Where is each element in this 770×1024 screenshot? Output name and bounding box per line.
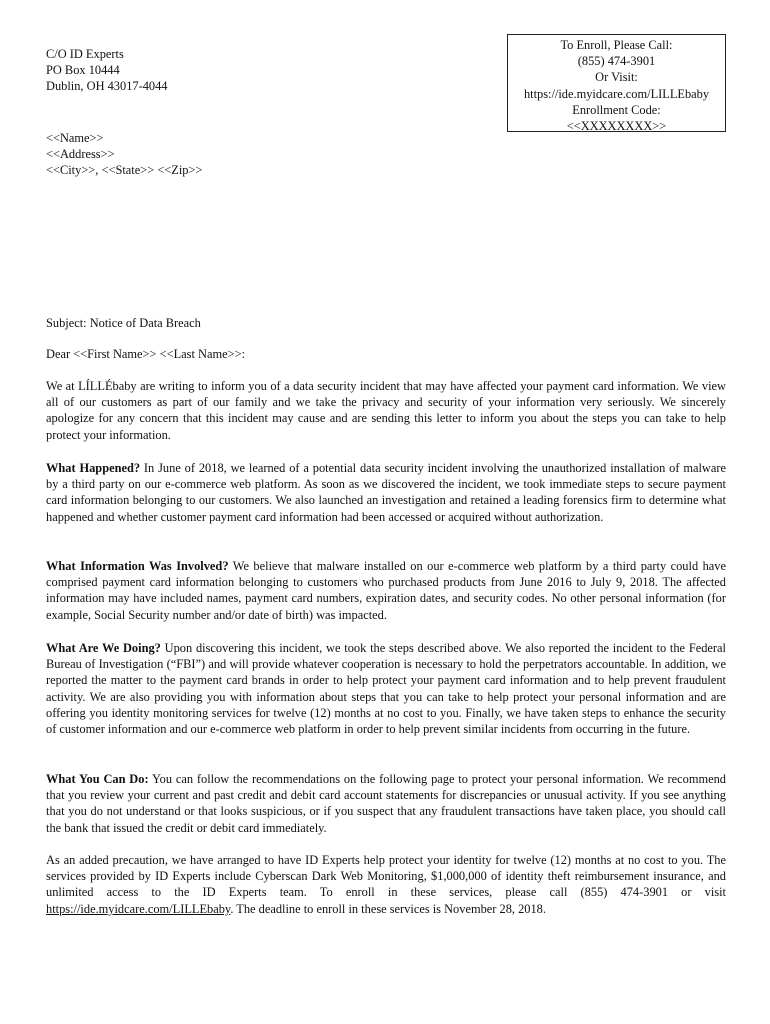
precaution-section (46, 852, 726, 917)
recipient-address (46, 130, 346, 179)
subject-line: Subject: Notice of Data Breach (46, 316, 201, 330)
what-info-text: We believe that malware installed on our e-commerce web platform by a third party could have comprised payment card information belonging to customers who purchased products from June 2016 to July 9, 2018. The affected information may have included names, payment card numbers, expiration dates, and security codes. No other personal information (for example, Social Security number and/or date of birth) was impacted. (46, 559, 726, 622)
enroll-code-label: Enrollment Code: (572, 102, 661, 117)
what-doing-heading: What Are We Doing? (46, 641, 161, 655)
sender-line-3: Dublin, OH 43017-4044 (46, 79, 168, 94)
what-doing-text: Upon discovering this incident, we took the steps described above. We also reported the incident to the Federal Bureau of Investigation (“FBI”) and will provide whatever cooperation is necessary to hold the perpetrators accountable. In addition, we reported the matter to the payment card brands in order to help protect your payment card information and to help prevent fraudulent activity. We are also providing you with information about steps that you can take to help protect your personal information and are offering you identity monitoring services for twelve (12) months at no cost to you. Finally, we have taken steps to enhance the security of customer information and our e-commerce web platform in order to help prevent similar incidents from occurring in the future. (46, 641, 726, 737)
precaution-deadline: . The deadline to enroll in these services is November 28, 2018. (230, 901, 546, 916)
salutation: Dear <<First Name>> <<Last Name>>: (46, 347, 246, 361)
what-can-do-heading: What You Can Do: (46, 772, 149, 786)
what-doing-section (46, 640, 726, 737)
precaution-text: As an added precaution, we have arranged to have ID Experts help protect your identity for twelve (12) months at no cost to you. The services provided by ID Experts include Cyberscan Dark Web Monitoring, $1,000,000 of identity theft reimbursement insurance, and unlimited access to the ID Experts team. To enroll in these services, please call (855) 474-3901 or visit (46, 853, 726, 900)
what-can-do-text: You can follow the recommendations on the following page to protect your personal information. We recommend that you review your current and past credit and debit card account statements for discrepancies or unusual activity. If you see anything that you do not understand or that looks suspicious, or if you suspect that any fraudulent transactions have taken place, you should call the bank that issued the credit or debit card immediately. (46, 772, 726, 835)
what-info-section (46, 558, 726, 623)
recipient-street: <<Address>> (46, 147, 115, 162)
enroll-phone: (855) 474-3901 (577, 54, 656, 69)
what-info-heading: What Information Was Involved? (46, 559, 229, 573)
enroll-or-visit: Or Visit: (595, 70, 638, 85)
what-can-do-section (46, 771, 726, 836)
sender-line-2: PO Box 10444 (46, 63, 120, 78)
enroll-code: <<XXXXXXXX>> (566, 119, 667, 134)
enroll-url: https://ide.myidcare.com/LILLEbaby (523, 86, 710, 101)
intro-text: We at LÍLLÉbaby are writing to inform you of a data security incident that may have affected your payment card information. We view all of our customers as part of our family and we take the privacy and security of your information very seriously. We sincerely apologize for any concern that this incident may cause and are sending this letter to inform you about the steps you can take to help protect your information. (46, 379, 726, 442)
what-happened-heading: What Happened? (46, 461, 141, 475)
sender-address (46, 46, 346, 95)
recipient-city-state-zip: <<City>>, <<State>> <<Zip>> (46, 163, 203, 178)
what-happened-section (46, 460, 726, 525)
enroll-heading: To Enroll, Please Call: (560, 38, 673, 52)
intro-paragraph (46, 378, 726, 443)
enroll-link[interactable]: https://ide.myidcare.com/LILLEbaby (46, 901, 231, 916)
what-happened-text: In June of 2018, we learned of a potential data security incident involving the unauthorized installation of malware by a third party on our e-commerce web platform. As soon as we discovered the incident, we took immediate steps to secure payment card information belonging to our customers. We also launched an investigation and retained a leading forensics firm to determine what happened and whether customer payment card information had been accessed or acquired without authorization. (46, 461, 727, 524)
recipient-name: <<Name>> (46, 131, 104, 145)
sender-line-1: C/O ID Experts (46, 47, 124, 61)
enrollment-box (507, 34, 726, 132)
